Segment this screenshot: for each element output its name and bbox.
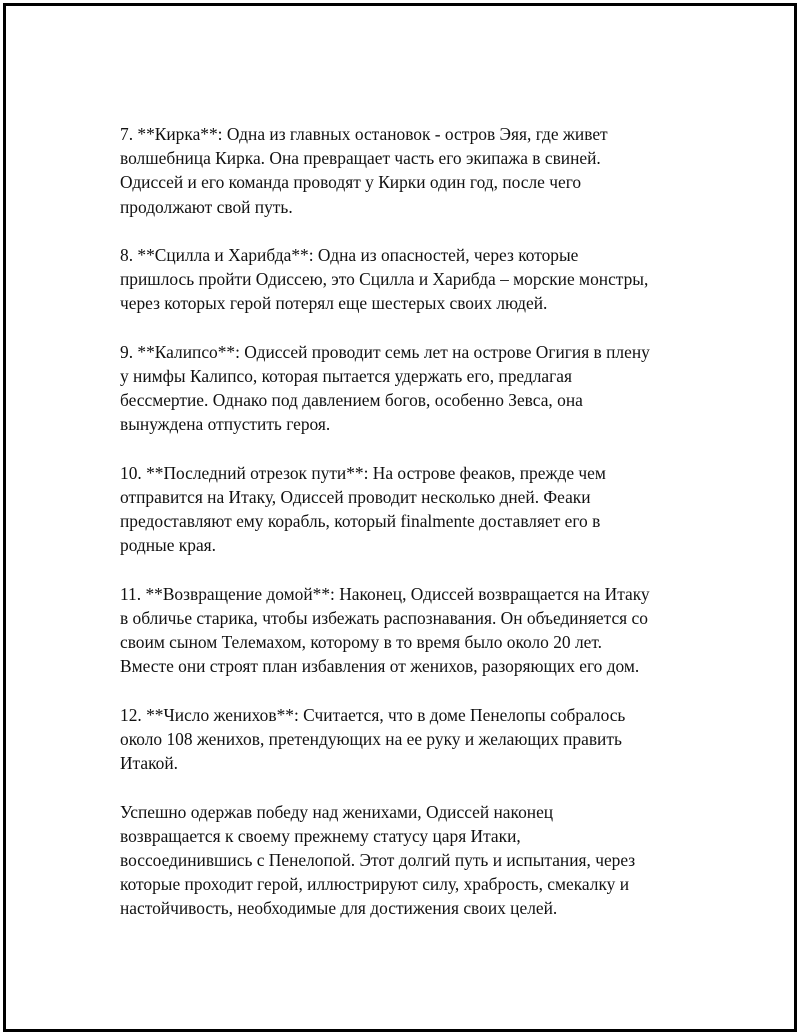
text-line: у нимфы Калипсо, которая пытается удержать его, предлагая	[120, 366, 573, 386]
page-frame	[3, 3, 797, 1032]
text-line: родные края.	[120, 535, 217, 556]
text-line: Одиссей и его команда проводят у Кирки один год, после чего	[120, 172, 582, 193]
text-line: 10. **Последний отрезок пути**: На острове феаков, прежде чем	[120, 462, 606, 483]
text-line: воссоединившись с Пенелопой. Этот долгий путь и испытания, через	[120, 850, 636, 870]
paragraph	[120, 122, 700, 219]
document-body	[120, 122, 700, 945]
text-line: волшебница Кирка. Она превращает часть его экипажа в свиней.	[120, 148, 601, 169]
text-line: своим сыном Телемахом, которому в то время было около 20 лет.	[120, 632, 603, 653]
paragraph	[120, 243, 700, 316]
text-line: отправится на Итаку, Одиссей проводит несколько дней. Феаки	[120, 487, 591, 507]
text-line: 8. **Сцилла и Харибда**: Одна из опасностей, через которые	[120, 245, 579, 265]
text-line: возвращается к своему прежнему статусу царя Итаки,	[120, 825, 521, 846]
text-line: предоставляют ему корабль, который finalmente доставляет его в	[120, 511, 601, 532]
text-line: Успешно одержав победу над женихами, Одиссей наконец	[120, 801, 554, 822]
paragraph	[120, 703, 700, 776]
text-line: в обличье старика, чтобы избежать распознавания. Он объединяется со	[120, 608, 648, 628]
text-line: настойчивость, необходимые для достижения своих целей.	[120, 898, 558, 919]
paragraph	[120, 461, 700, 558]
text-line: Вместе они строят план избавления от женихов, разоряющих его дом.	[120, 656, 640, 677]
text-line: 12. **Число женихов**: Считается, что в доме Пенелопы собралось	[120, 704, 626, 725]
text-line: Итакой.	[120, 753, 179, 774]
text-line: 7. **Кирка**: Одна из главных остановок - остров Эяя, где живет	[120, 124, 608, 144]
text-line: около 108 женихов, претендующих на ее руку и желающих править	[120, 729, 622, 749]
text-line: которые проходит герой, иллюстрируют силу, храбрость, смекалку и	[120, 874, 630, 895]
text-line: через которых герой потерял еще шестерых своих людей.	[120, 293, 548, 314]
text-line: пришлось пройти Одиссею, это Сцилла и Харибда – морские монстры,	[120, 269, 649, 290]
paragraph	[120, 582, 700, 679]
text-line: вынуждена отпустить героя.	[120, 414, 331, 435]
paragraph	[120, 800, 700, 921]
paragraph	[120, 340, 700, 437]
text-line: 11. **Возвращение домой**: Наконец, Одиссей возвращается на Итаку	[120, 583, 650, 604]
text-line: бессмертие. Однако под давлением богов, особенно Зевса, она	[120, 390, 583, 411]
text-line: продолжают свой путь.	[120, 196, 293, 217]
text-line: 9. **Калипсо**: Одиссей проводит семь лет на острове Огигия в плену	[120, 341, 650, 362]
